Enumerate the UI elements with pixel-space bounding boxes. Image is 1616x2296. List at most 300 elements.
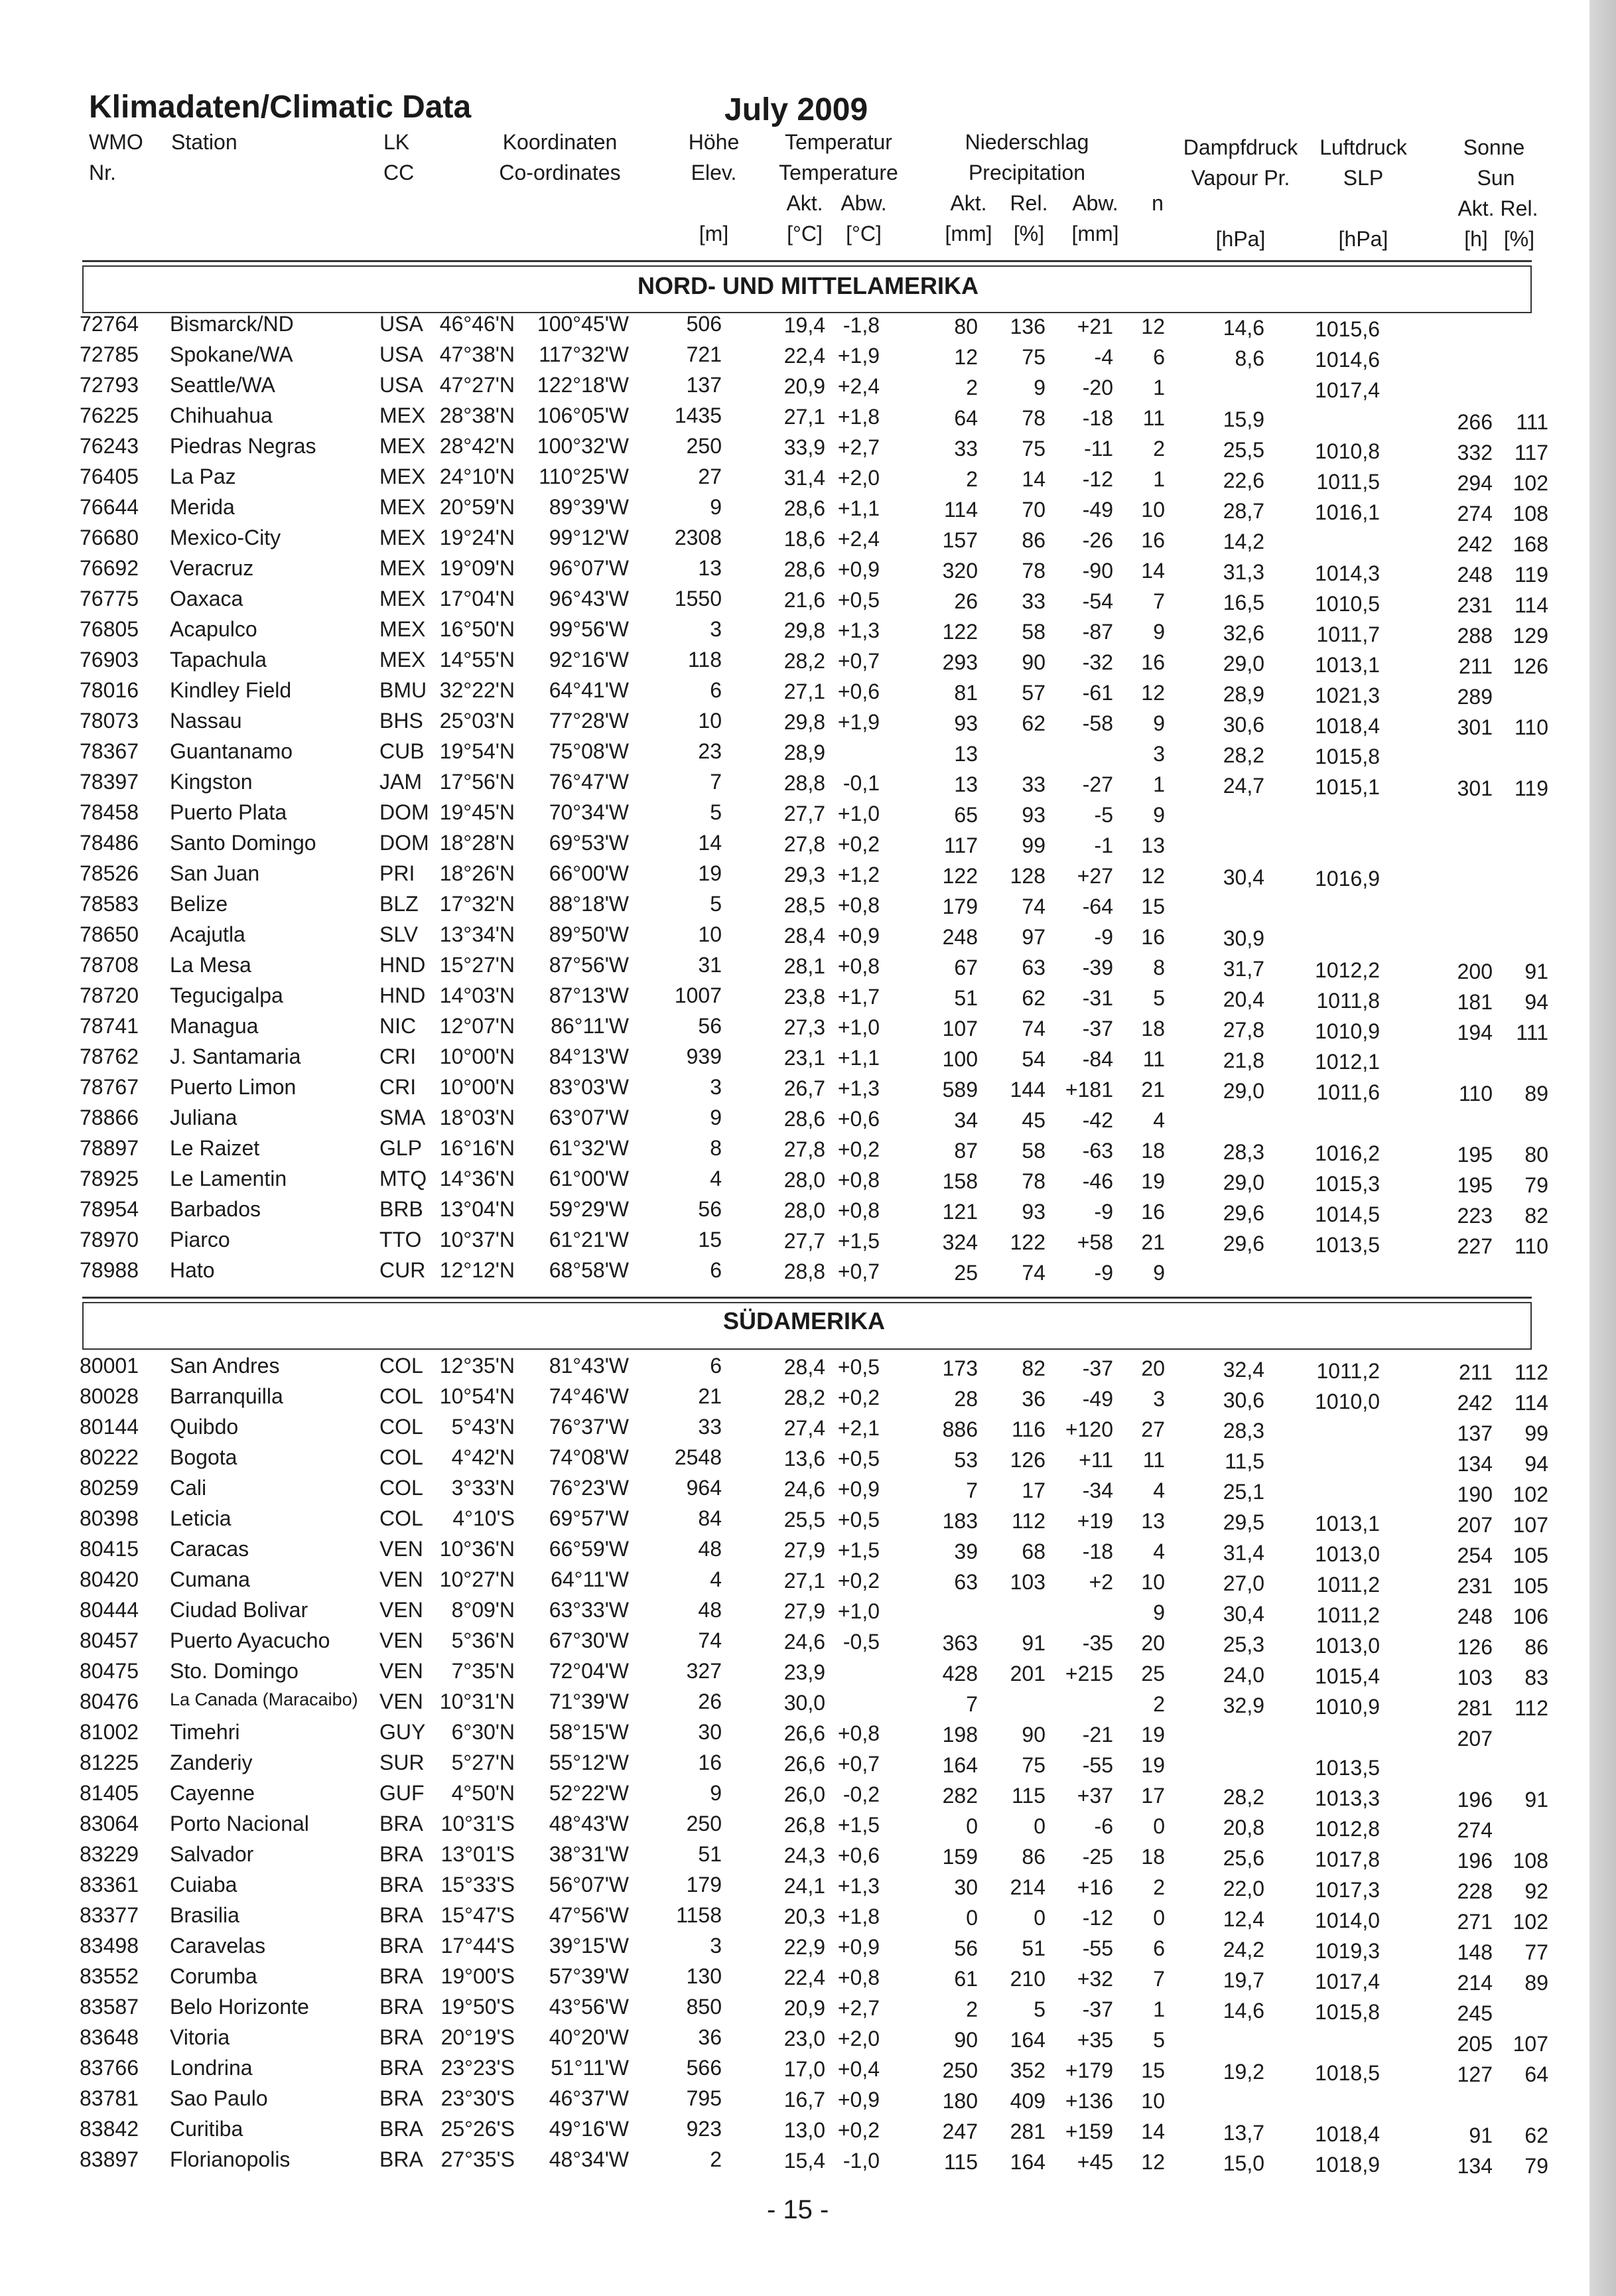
- station-cell: Oaxaca: [170, 587, 243, 610]
- prec-rel-cell: 36: [1022, 1387, 1045, 1411]
- temp-akt-cell: 13,6: [783, 1447, 825, 1471]
- prec-rel-cell: 97: [1022, 925, 1045, 949]
- latitude-cell: 23°30'S: [440, 2086, 515, 2110]
- sun-rel-cell: 102: [1513, 471, 1548, 495]
- prec-abw-cell: +45: [1077, 2150, 1113, 2174]
- header-elev-unit: [m]: [699, 222, 729, 246]
- prec-n-cell: 7: [1153, 589, 1165, 613]
- prec-n-cell: 11: [1142, 1448, 1165, 1472]
- longitude-cell: 52°22'W: [549, 1781, 629, 1805]
- sun-akt-cell: 266: [1457, 410, 1493, 434]
- country-cell: BRA: [379, 1812, 423, 1835]
- temp-abw-cell: +2,7: [837, 1996, 880, 2020]
- vapour-cell: 20,8: [1223, 1816, 1264, 1839]
- prec-akt-cell: 56: [954, 1936, 978, 1960]
- sun-rel-cell: 111: [1516, 1021, 1548, 1044]
- prec-rel-cell: 136: [1010, 315, 1045, 338]
- latitude-cell: 47°27'N: [439, 373, 515, 397]
- latitude-cell: 10°00'N: [439, 1044, 515, 1068]
- slp-cell: 1017,4: [1315, 378, 1380, 402]
- header-sun-rel: Rel.: [1500, 196, 1538, 220]
- station-cell: Juliana: [170, 1106, 237, 1129]
- country-cell: COL: [379, 1354, 423, 1378]
- country-cell: VEN: [379, 1567, 423, 1591]
- prec-akt-cell: 114: [943, 498, 978, 522]
- elevation-cell: 327: [686, 1659, 722, 1683]
- prec-rel-cell: 214: [1010, 1875, 1045, 1899]
- temp-abw-cell: +1,8: [837, 405, 880, 429]
- longitude-cell: 66°00'W: [549, 861, 629, 885]
- temp-akt-cell: 25,5: [783, 1508, 825, 1532]
- prec-abw-cell: -31: [1082, 986, 1113, 1010]
- table-row: [0, 1164, 1616, 1197]
- prec-akt-cell: 428: [942, 1662, 978, 1686]
- sun-akt-cell: 134: [1457, 2154, 1493, 2178]
- prec-rel-cell: 57: [1022, 681, 1045, 705]
- elevation-cell: 130: [686, 1964, 722, 1988]
- prec-abw-cell: -55: [1082, 1936, 1113, 1960]
- wmo-cell: 78767: [80, 1075, 139, 1099]
- wmo-cell: 78925: [80, 1167, 139, 1190]
- temp-akt-cell: 27,1: [783, 1569, 825, 1593]
- wmo-cell: 78073: [80, 709, 139, 733]
- sun-rel-cell: 62: [1524, 2123, 1548, 2147]
- temp-akt-cell: 28,8: [783, 1259, 825, 1283]
- elevation-cell: 16: [698, 1751, 722, 1774]
- temp-abw-cell: -0,2: [842, 1782, 880, 1806]
- wmo-cell: 83361: [80, 1873, 139, 1897]
- header-station: Station: [171, 130, 237, 154]
- prec-akt-cell: 886: [942, 1417, 978, 1441]
- prec-abw-cell: -12: [1082, 1906, 1113, 1930]
- wmo-cell: 80420: [80, 1567, 139, 1591]
- table-row: [0, 645, 1616, 676]
- prec-akt-cell: 180: [942, 2089, 978, 2113]
- country-cell: MEX: [379, 526, 426, 549]
- station-cell: San Juan: [170, 861, 260, 885]
- country-cell: MEX: [379, 587, 426, 610]
- prec-akt-cell: 179: [942, 895, 978, 918]
- sun-akt-cell: 91: [1469, 2123, 1493, 2147]
- prec-n-cell: 12: [1141, 315, 1165, 338]
- prec-n-cell: 3: [1153, 742, 1165, 766]
- vapour-cell: 29,5: [1223, 1510, 1264, 1534]
- longitude-cell: 43°56'W: [549, 1995, 629, 2019]
- prec-akt-cell: 117: [943, 833, 978, 857]
- prec-abw-cell: -6: [1094, 1814, 1113, 1838]
- wmo-cell: 76775: [80, 587, 139, 610]
- prec-n-cell: 25: [1141, 1662, 1165, 1686]
- vapour-cell: 13,7: [1223, 2121, 1264, 2145]
- slp-cell: 1014,0: [1315, 1908, 1380, 1932]
- header-prec-abw-unit: [mm]: [1071, 222, 1119, 246]
- table-row: [0, 798, 1616, 828]
- prec-abw-cell: -18: [1082, 1540, 1113, 1563]
- prec-rel-cell: 74: [1022, 1017, 1045, 1040]
- station-cell: Caracas: [170, 1537, 249, 1561]
- latitude-cell: 16°16'N: [439, 1136, 515, 1160]
- vapour-cell: 29,6: [1223, 1201, 1264, 1225]
- longitude-cell: 63°33'W: [549, 1598, 629, 1622]
- header-temp-abw-unit: [°C]: [846, 222, 882, 246]
- table-row: [0, 1656, 1616, 1687]
- region-title-south-america: SÜDAMERIKA: [722, 1307, 886, 1334]
- temp-akt-cell: 28,0: [783, 1198, 825, 1222]
- longitude-cell: 61°32'W: [549, 1136, 629, 1160]
- slp-cell: 1010,0: [1315, 1390, 1380, 1413]
- sun-akt-cell: 228: [1457, 1879, 1493, 1903]
- country-cell: MEX: [379, 434, 426, 458]
- latitude-cell: 25°03'N: [439, 709, 515, 733]
- temp-akt-cell: 23,9: [783, 1660, 825, 1684]
- wmo-cell: 78988: [80, 1258, 139, 1282]
- temp-akt-cell: 28,9: [783, 741, 825, 764]
- sun-rel-cell: 102: [1513, 1910, 1548, 1934]
- temp-abw-cell: +1,7: [837, 985, 880, 1009]
- sun-akt-cell: 332: [1457, 441, 1493, 465]
- prec-abw-cell: +136: [1065, 2089, 1113, 2113]
- prec-akt-cell: 293: [942, 650, 978, 674]
- country-cell: BMU: [379, 678, 427, 702]
- prec-akt-cell: 13: [954, 742, 978, 766]
- temp-abw-cell: +2,4: [837, 374, 880, 398]
- temp-abw-cell: +1,5: [837, 1229, 880, 1253]
- temp-akt-cell: 26,6: [783, 1721, 825, 1745]
- station-cell: Florianopolis: [170, 2147, 291, 2171]
- table-row: [0, 1473, 1616, 1504]
- slp-cell: 1011,2: [1316, 1359, 1380, 1383]
- prec-n-cell: 15: [1141, 895, 1165, 918]
- prec-akt-cell: 173: [942, 1356, 978, 1380]
- table-row: [0, 2023, 1616, 2056]
- slp-cell: 1018,5: [1315, 2061, 1380, 2085]
- prec-abw-cell: -42: [1082, 1108, 1113, 1132]
- sun-akt-cell: 242: [1457, 532, 1493, 556]
- elevation-cell: 10: [698, 922, 722, 946]
- wmo-cell: 80222: [80, 1445, 139, 1469]
- prec-akt-cell: 324: [942, 1230, 978, 1254]
- sun-rel-cell: 99: [1524, 1421, 1548, 1445]
- country-cell: BHS: [379, 709, 423, 733]
- latitude-cell: 32°22'N: [439, 678, 515, 702]
- sun-rel-cell: 92: [1524, 1879, 1548, 1903]
- prec-rel-cell: 352: [1010, 2058, 1045, 2082]
- temp-abw-cell: +0,8: [837, 1168, 880, 1192]
- slp-cell: 1019,3: [1315, 1939, 1380, 1963]
- wmo-cell: 76644: [80, 495, 139, 519]
- prec-akt-cell: 30: [954, 1875, 978, 1899]
- prec-n-cell: 4: [1153, 1108, 1165, 1132]
- sun-rel-cell: 119: [1514, 563, 1548, 587]
- prec-akt-cell: 34: [954, 1108, 978, 1132]
- prec-akt-cell: 7: [966, 1692, 978, 1716]
- latitude-cell: 10°27'N: [439, 1567, 515, 1591]
- elevation-cell: 721: [686, 342, 722, 366]
- latitude-cell: 10°31'N: [439, 1689, 515, 1713]
- station-cell: Curitiba: [170, 2117, 243, 2141]
- prec-abw-cell: -21: [1082, 1723, 1113, 1747]
- elevation-cell: 939: [686, 1044, 722, 1068]
- temp-akt-cell: 26,7: [783, 1076, 825, 1100]
- sun-akt-cell: 288: [1457, 624, 1493, 648]
- prec-akt-cell: 51: [954, 986, 978, 1010]
- temp-akt-cell: 23,0: [783, 2027, 825, 2050]
- temp-akt-cell: 16,7: [783, 2088, 825, 2112]
- station-cell: Le Raizet: [170, 1136, 260, 1160]
- table-row: [0, 1901, 1616, 1934]
- country-cell: BRA: [379, 1964, 423, 1988]
- table-row: [0, 1992, 1616, 2023]
- wmo-cell: 83587: [80, 1995, 139, 2019]
- table-row: [0, 1534, 1616, 1565]
- sun-akt-cell: 207: [1457, 1727, 1493, 1751]
- sun-akt-cell: 195: [1457, 1143, 1493, 1167]
- longitude-cell: 63°07'W: [549, 1106, 629, 1129]
- slp-cell: 1016,1: [1315, 500, 1380, 524]
- station-cell: Belize: [170, 892, 228, 916]
- temp-akt-cell: 27,7: [783, 802, 825, 825]
- country-cell: BRA: [379, 2117, 423, 2141]
- wmo-cell: 81405: [80, 1781, 139, 1805]
- temp-akt-cell: 29,8: [783, 710, 825, 734]
- wmo-cell: 80001: [80, 1354, 139, 1378]
- latitude-cell: 47°38'N: [439, 342, 515, 366]
- header-hoehe: Höhe: [688, 130, 740, 154]
- sun-akt-cell: 214: [1457, 1971, 1493, 1995]
- country-cell: BRA: [379, 1995, 423, 2019]
- elevation-cell: 10: [698, 709, 722, 733]
- wmo-cell: 72793: [80, 373, 139, 397]
- vapour-cell: 21,8: [1223, 1048, 1264, 1072]
- temp-abw-cell: +2,1: [837, 1416, 880, 1440]
- wmo-cell: 80398: [80, 1506, 139, 1530]
- sun-rel-cell: 106: [1513, 1605, 1548, 1628]
- temp-abw-cell: +1,5: [837, 1813, 880, 1837]
- prec-akt-cell: 33: [954, 437, 978, 461]
- temp-abw-cell: +0,8: [837, 1721, 880, 1745]
- latitude-cell: 6°30'N: [451, 1720, 515, 1744]
- country-cell: PRI: [379, 861, 415, 885]
- wmo-cell: 83229: [80, 1842, 139, 1866]
- elevation-cell: 3: [710, 1075, 722, 1099]
- station-cell: Hato: [170, 1258, 215, 1282]
- temp-abw-cell: +0,8: [837, 1198, 880, 1222]
- slp-cell: 1017,3: [1315, 1878, 1380, 1902]
- elevation-cell: 964: [686, 1476, 722, 1500]
- prec-n-cell: 8: [1153, 956, 1165, 979]
- prec-n-cell: 17: [1141, 1784, 1165, 1808]
- station-cell: Le Lamentin: [170, 1167, 287, 1190]
- prec-abw-cell: +179: [1065, 2058, 1113, 2082]
- header-koordinaten: Koordinaten: [502, 130, 618, 154]
- table-row: [0, 1809, 1616, 1842]
- wmo-cell: 83897: [80, 2147, 139, 2171]
- sun-akt-cell: 194: [1457, 1021, 1493, 1044]
- elevation-cell: 179: [686, 1873, 722, 1897]
- temp-akt-cell: 28,6: [783, 1107, 825, 1131]
- elevation-cell: 9: [710, 1781, 722, 1805]
- country-cell: COL: [379, 1445, 423, 1469]
- temp-abw-cell: +1,1: [837, 496, 880, 520]
- latitude-cell: 15°33'S: [440, 1873, 515, 1897]
- sun-rel-cell: 91: [1524, 1788, 1548, 1812]
- slp-cell: 1010,9: [1315, 1019, 1380, 1043]
- longitude-cell: 83°03'W: [549, 1075, 629, 1099]
- prec-abw-cell: -46: [1082, 1169, 1113, 1193]
- temp-abw-cell: +0,5: [837, 1447, 880, 1471]
- sun-rel-cell: 80: [1524, 1143, 1548, 1167]
- latitude-cell: 4°50'N: [451, 1781, 515, 1805]
- temp-akt-cell: 28,4: [783, 924, 825, 948]
- table-row: [0, 2053, 1616, 2084]
- elevation-cell: 5: [710, 800, 722, 824]
- slp-cell: 1014,6: [1315, 348, 1380, 372]
- prec-n-cell: 14: [1141, 559, 1165, 583]
- slp-cell: 1011,2: [1316, 1573, 1380, 1597]
- station-cell: Tegucigalpa: [170, 983, 283, 1007]
- temp-abw-cell: -1,0: [842, 2149, 880, 2173]
- prec-abw-cell: -58: [1082, 711, 1113, 735]
- longitude-cell: 99°56'W: [549, 617, 629, 641]
- wmo-cell: 80476: [80, 1689, 139, 1713]
- longitude-cell: 122°18'W: [537, 373, 629, 397]
- country-cell: MEX: [379, 495, 426, 519]
- header-slp-unit: [hPa]: [1338, 227, 1388, 251]
- prec-n-cell: 18: [1141, 1017, 1165, 1040]
- prec-abw-cell: +159: [1065, 2119, 1113, 2143]
- station-cell: La Mesa: [170, 953, 251, 977]
- prec-n-cell: 2: [1153, 1692, 1165, 1716]
- wmo-cell: 76805: [80, 617, 139, 641]
- wmo-cell: 80475: [80, 1659, 139, 1683]
- longitude-cell: 96°07'W: [549, 556, 629, 580]
- latitude-cell: 5°27'N: [451, 1751, 515, 1774]
- prec-akt-cell: 65: [954, 803, 978, 827]
- prec-akt-cell: 2: [966, 1997, 978, 2021]
- temp-akt-cell: 22,4: [783, 344, 825, 368]
- latitude-cell: 19°54'N: [439, 739, 515, 763]
- table-row: [0, 1626, 1616, 1659]
- wmo-cell: 78367: [80, 739, 139, 763]
- elevation-cell: 56: [698, 1014, 722, 1038]
- station-cell: J. Santamaria: [170, 1044, 301, 1068]
- sun-akt-cell: 301: [1457, 776, 1493, 800]
- elevation-cell: 1435: [674, 403, 722, 427]
- wmo-cell: 72764: [80, 312, 139, 336]
- wmo-cell: 78650: [80, 922, 139, 946]
- sun-rel-cell: 126: [1513, 654, 1548, 678]
- country-cell: BRA: [379, 1873, 423, 1897]
- sun-akt-cell: 137: [1457, 1421, 1493, 1445]
- prec-n-cell: 6: [1153, 345, 1165, 369]
- station-cell: Cali: [170, 1476, 207, 1500]
- wmo-cell: 78954: [80, 1197, 139, 1221]
- prec-n-cell: 2: [1153, 1875, 1165, 1899]
- prec-rel-cell: 116: [1011, 1417, 1045, 1441]
- sun-rel-cell: 107: [1513, 2032, 1548, 2056]
- temp-abw-cell: +1,0: [837, 802, 880, 825]
- table-row: [0, 1748, 1616, 1778]
- prec-akt-cell: 198: [942, 1723, 978, 1747]
- longitude-cell: 87°56'W: [549, 953, 629, 977]
- longitude-cell: 48°34'W: [549, 2147, 629, 2171]
- prec-abw-cell: +35: [1077, 2028, 1113, 2052]
- country-cell: BRA: [379, 1903, 423, 1927]
- temp-akt-cell: 33,9: [783, 435, 825, 459]
- sun-rel-cell: 89: [1524, 1082, 1548, 1106]
- table-row: [0, 1717, 1616, 1751]
- sun-akt-cell: 294: [1457, 471, 1493, 495]
- latitude-cell: 28°38'N: [439, 403, 515, 427]
- latitude-cell: 19°45'N: [439, 800, 515, 824]
- station-cell: Brasilia: [170, 1903, 239, 1927]
- vapour-cell: 30,4: [1223, 865, 1264, 889]
- prec-n-cell: 10: [1141, 1570, 1165, 1594]
- temp-abw-cell: +0,5: [837, 1508, 880, 1532]
- prec-rel-cell: 33: [1022, 772, 1045, 796]
- temp-abw-cell: +0,9: [837, 2088, 880, 2112]
- country-cell: COL: [379, 1384, 423, 1408]
- table-row: [0, 1839, 1616, 1873]
- vapour-cell: 19,2: [1223, 2060, 1264, 2084]
- station-cell: Barbados: [170, 1197, 261, 1221]
- prec-n-cell: 1: [1153, 376, 1165, 399]
- elevation-cell: 74: [698, 1628, 722, 1652]
- vapour-cell: 15,9: [1223, 407, 1264, 431]
- temp-abw-cell: +0,2: [837, 1137, 880, 1161]
- prec-n-cell: 5: [1153, 2028, 1165, 2052]
- table-row: [0, 584, 1616, 617]
- longitude-cell: 49°16'W: [549, 2117, 629, 2141]
- sun-akt-cell: 231: [1457, 593, 1493, 617]
- prec-rel-cell: 62: [1022, 711, 1045, 735]
- latitude-cell: 23°23'S: [440, 2056, 515, 2080]
- prec-rel-cell: 164: [1010, 2150, 1045, 2174]
- temp-abw-cell: +0,9: [837, 557, 880, 581]
- sun-akt-cell: 134: [1457, 1452, 1493, 1476]
- country-cell: MEX: [379, 617, 426, 641]
- prec-rel-cell: 14: [1022, 467, 1045, 491]
- table-row: [0, 1351, 1616, 1382]
- wmo-cell: 83552: [80, 1964, 139, 1988]
- temp-akt-cell: 24,3: [783, 1843, 825, 1867]
- header-vapour-unit: [hPa]: [1215, 227, 1266, 251]
- latitude-cell: 13°01'S: [440, 1842, 515, 1866]
- prec-rel-cell: 75: [1022, 1753, 1045, 1777]
- elevation-cell: 27: [698, 465, 722, 488]
- elevation-cell: 9: [710, 495, 722, 519]
- country-cell: MEX: [379, 648, 426, 672]
- prec-n-cell: 20: [1141, 1356, 1165, 1380]
- prec-rel-cell: 99: [1022, 833, 1045, 857]
- slp-cell: 1021,3: [1315, 683, 1380, 707]
- wmo-cell: 78970: [80, 1228, 139, 1252]
- slp-cell: 1011,7: [1316, 622, 1380, 646]
- temp-abw-cell: +0,2: [837, 2118, 880, 2142]
- station-cell: Kingston: [170, 770, 253, 794]
- station-cell: Santo Domingo: [170, 831, 316, 855]
- longitude-cell: 72°04'W: [549, 1659, 629, 1683]
- elevation-cell: 2548: [674, 1445, 722, 1469]
- sun-akt-cell: 254: [1457, 1543, 1493, 1567]
- slp-cell: 1018,4: [1315, 2122, 1380, 2146]
- sun-akt-cell: 301: [1457, 715, 1493, 739]
- wmo-cell: 78897: [80, 1136, 139, 1160]
- latitude-cell: 13°34'N: [439, 922, 515, 946]
- prec-n-cell: 0: [1153, 1906, 1165, 1930]
- longitude-cell: 68°58'W: [549, 1258, 629, 1282]
- longitude-cell: 74°08'W: [549, 1445, 629, 1469]
